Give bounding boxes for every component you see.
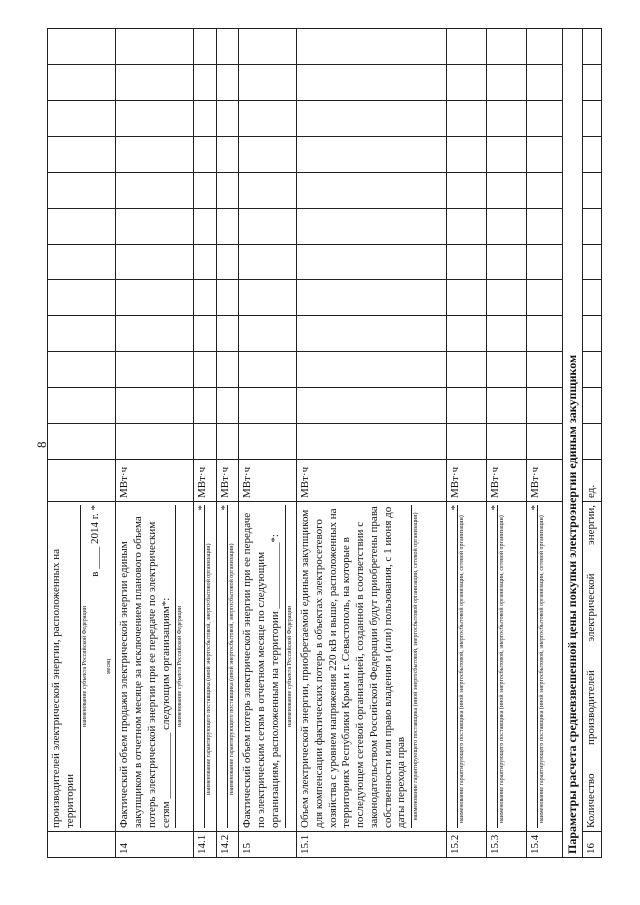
value-cell[interactable] [527, 352, 563, 388]
value-cell[interactable] [116, 388, 194, 424]
value-cell[interactable] [239, 244, 297, 280]
value-cell[interactable] [239, 280, 297, 316]
table-row [447, 29, 487, 858]
value-cell[interactable] [216, 280, 239, 316]
table-row [297, 29, 447, 858]
value-cell[interactable] [216, 65, 239, 101]
value-cell[interactable] [297, 100, 447, 136]
field-caption: наименование гарантирующего поставщика (иной энергосбытовой, энергосбытовой организации, сетевой организации) [411, 505, 421, 828]
value-cell[interactable] [487, 29, 527, 65]
value-cell[interactable] [583, 388, 602, 424]
value-cell[interactable] [527, 65, 563, 101]
value-cell[interactable] [48, 316, 116, 352]
row-text: Объем электрической энергии, приобретаемой единым закупщиком для компенсации фактических потерь в объектах электросетевого хозяйства с уровнем напряжения 220 кВ и выше, расположенных на территориях Республики Крым и г. Севастополь, на которые в последующем сетевой организацией, созданной в соответствии с законодательством Российской Федерации будут приобретены права собственности или право владения и (или) пользования, с 1 июня до даты перехода прав [299, 506, 408, 828]
row-unit: МВт·ч [116, 460, 194, 502]
value-cell[interactable] [583, 65, 602, 101]
value-cell[interactable] [194, 136, 217, 172]
value-cell[interactable] [216, 244, 239, 280]
value-cell[interactable] [116, 352, 194, 388]
value-cell[interactable] [583, 172, 602, 208]
row-number: 15 [239, 832, 297, 858]
field-caption: наименование гарантирующего поставщика (иной энергосбытовой, энергосбытовой организации, сетевой организации) [537, 505, 547, 828]
required-mark: * [449, 505, 461, 511]
value-cell[interactable] [48, 280, 116, 316]
value-cell[interactable] [297, 280, 447, 316]
value-cell[interactable] [297, 29, 447, 65]
row-number [48, 832, 116, 858]
value-cell[interactable] [116, 244, 194, 280]
value-cell[interactable] [583, 136, 602, 172]
month-caption: месяц [105, 658, 112, 675]
required-mark: * [489, 505, 501, 511]
value-cell[interactable] [239, 100, 297, 136]
row-unit: МВт·ч [487, 460, 527, 502]
value-cell[interactable] [447, 172, 487, 208]
value-cell[interactable] [527, 424, 563, 460]
value-cell[interactable] [297, 316, 447, 352]
row-text: Фактический объем потерь электрической энергии при ее передаче по электрическим сетям в отчетном месяце по следующим организациям, расположенным на территории ____________*: [241, 512, 281, 828]
value-cell[interactable] [216, 316, 239, 352]
value-cell[interactable] [447, 424, 487, 460]
report-table [47, 28, 602, 858]
value-cell[interactable] [527, 29, 563, 65]
value-cell[interactable] [447, 388, 487, 424]
value-cell[interactable] [583, 316, 602, 352]
value-cell[interactable] [297, 136, 447, 172]
row-description [48, 502, 116, 832]
value-cell[interactable] [527, 316, 563, 352]
value-cell[interactable] [48, 65, 116, 101]
field-caption: наименование гарантирующего поставщика (иной энергосбытовой, энергосбытовой организации) [227, 505, 237, 828]
row-number: 16 [583, 832, 602, 858]
value-cell[interactable] [216, 172, 239, 208]
row-unit: МВт·ч [527, 460, 563, 502]
row-number: 15.1 [297, 832, 447, 858]
row-description [447, 502, 487, 832]
row-unit: МВт·ч [194, 460, 217, 502]
value-cell[interactable] [116, 172, 194, 208]
value-cell[interactable] [297, 388, 447, 424]
value-cell[interactable] [527, 280, 563, 316]
value-cell[interactable] [447, 29, 487, 65]
value-cell[interactable] [583, 100, 602, 136]
row-description [297, 502, 447, 832]
value-cell[interactable] [48, 172, 116, 208]
value-cell[interactable] [487, 172, 527, 208]
field-caption: наименование субъекта Российской Федерации [175, 505, 185, 828]
value-cell[interactable] [194, 65, 217, 101]
value-cell[interactable] [116, 280, 194, 316]
row-description [194, 502, 217, 832]
row-number: 15.2 [447, 832, 487, 858]
value-cell[interactable] [447, 208, 487, 244]
value-cell[interactable] [487, 136, 527, 172]
value-cell[interactable] [447, 280, 487, 316]
value-cell[interactable] [116, 136, 194, 172]
required-mark: * [196, 505, 209, 511]
value-cell[interactable] [239, 208, 297, 244]
value-cell[interactable] [239, 136, 297, 172]
value-cell[interactable] [194, 424, 217, 460]
value-cell[interactable] [194, 352, 217, 388]
report-table-sheet [47, 28, 597, 858]
value-cell[interactable] [527, 100, 563, 136]
value-cell[interactable] [527, 172, 563, 208]
value-cell[interactable] [194, 208, 217, 244]
value-cell[interactable] [116, 29, 194, 65]
value-cell[interactable] [116, 208, 194, 244]
value-cell[interactable] [447, 136, 487, 172]
row-number: 14 [116, 832, 194, 858]
row-description: Количество производителей электрической энергии, [583, 502, 602, 832]
value-cell[interactable] [48, 29, 116, 65]
section-header-row [563, 29, 583, 858]
value-cell[interactable] [239, 424, 297, 460]
value-cell[interactable] [48, 100, 116, 136]
value-cell[interactable] [527, 244, 563, 280]
field-caption: наименование гарантирующего поставщика (иной энергосбытовой, энергосбытовой организации, сетевой организации) [457, 505, 467, 828]
value-cell[interactable] [527, 388, 563, 424]
value-cell[interactable] [48, 352, 116, 388]
value-cell[interactable] [48, 424, 116, 460]
row-description [216, 502, 239, 832]
row-unit: МВт·ч [447, 460, 487, 502]
value-cell[interactable] [297, 65, 447, 101]
value-cell[interactable] [239, 388, 297, 424]
section-title: Параметры расчета средневзвешенной цены покупки электроэнергии единым закупщиком [563, 29, 583, 858]
value-cell[interactable] [297, 208, 447, 244]
value-cell[interactable] [487, 424, 527, 460]
value-cell[interactable] [297, 244, 447, 280]
value-cell[interactable] [48, 136, 116, 172]
table-row [239, 29, 297, 858]
value-cell[interactable] [583, 29, 602, 65]
value-cell[interactable] [297, 172, 447, 208]
table-row [216, 29, 239, 858]
row-number: 14.1 [194, 832, 217, 858]
value-cell[interactable] [239, 316, 297, 352]
row-unit: МВт·ч [297, 460, 447, 502]
table-row [583, 29, 602, 858]
value-cell[interactable] [216, 100, 239, 136]
row-text: производителей электрической энергии, расположенных на территории [50, 548, 76, 828]
value-cell[interactable] [447, 100, 487, 136]
value-cell[interactable] [216, 208, 239, 244]
table-row [116, 29, 194, 858]
value-cell[interactable] [48, 244, 116, 280]
page-number: 8 [34, 441, 49, 448]
field-caption: наименование гарантирующего поставщика (иной энергосбытовой, энергосбытовой организации, сетевой организации) [497, 505, 507, 828]
value-cell[interactable] [216, 136, 239, 172]
value-cell[interactable] [583, 424, 602, 460]
value-cell[interactable] [297, 424, 447, 460]
field-caption: наименование гарантирующего поставщика (иной энергосбытовой, энергосбытовой организации) [204, 505, 214, 828]
value-cell[interactable] [447, 244, 487, 280]
value-cell[interactable] [447, 65, 487, 101]
value-cell[interactable] [216, 29, 239, 65]
value-cell[interactable] [487, 316, 527, 352]
required-mark: * [218, 505, 231, 511]
value-cell[interactable] [194, 244, 217, 280]
value-cell[interactable] [216, 424, 239, 460]
row-number: 15.3 [487, 832, 527, 858]
field-caption: наименование субъекта Российской Федерации [285, 505, 295, 828]
value-cell[interactable] [216, 388, 239, 424]
row-unit: МВт·ч [239, 460, 297, 502]
row-description [239, 502, 297, 832]
row-unit: МВт·ч [216, 460, 239, 502]
value-cell[interactable] [48, 208, 116, 244]
value-cell[interactable] [239, 65, 297, 101]
value-cell[interactable] [239, 352, 297, 388]
value-cell[interactable] [487, 280, 527, 316]
table-row [48, 29, 116, 858]
value-cell[interactable] [194, 29, 217, 65]
table-row [487, 29, 527, 858]
required-mark: * [529, 505, 541, 511]
row-description [487, 502, 527, 832]
row-text: Фактический объем продажи электрической энергии единым закупщиком в отчетном месяце за исключением планового объема потерь электрической энергии при ее передаче по электрическим сетям ____________ следующим организациям*: [118, 516, 172, 828]
value-cell[interactable] [194, 100, 217, 136]
value-cell[interactable] [216, 352, 239, 388]
value-cell[interactable] [487, 388, 527, 424]
field-caption: наименование субъекта Российской Федерации [80, 505, 90, 828]
row-unit [48, 460, 116, 502]
table-row [194, 29, 217, 858]
row-text-tail: в ____ 2014 г. * [89, 505, 101, 577]
value-cell[interactable] [527, 136, 563, 172]
value-cell[interactable] [487, 100, 527, 136]
value-cell[interactable] [239, 172, 297, 208]
value-cell[interactable] [194, 172, 217, 208]
value-cell[interactable] [194, 280, 217, 316]
value-cell[interactable] [116, 424, 194, 460]
value-cell[interactable] [583, 208, 602, 244]
table-row [527, 29, 563, 858]
row-description [116, 502, 194, 832]
value-cell[interactable] [116, 65, 194, 101]
value-cell[interactable] [194, 316, 217, 352]
value-cell[interactable] [583, 352, 602, 388]
value-cell[interactable] [297, 352, 447, 388]
value-cell[interactable] [487, 352, 527, 388]
row-number: 15.4 [527, 832, 563, 858]
row-description [527, 502, 563, 832]
row-number: 14.2 [216, 832, 239, 858]
value-cell[interactable] [116, 316, 194, 352]
value-cell[interactable] [48, 388, 116, 424]
value-cell[interactable] [239, 29, 297, 65]
value-cell[interactable] [194, 388, 217, 424]
value-cell[interactable] [527, 208, 563, 244]
value-cell[interactable] [487, 244, 527, 280]
value-cell[interactable] [583, 244, 602, 280]
value-cell[interactable] [583, 280, 602, 316]
value-cell[interactable] [487, 65, 527, 101]
value-cell[interactable] [447, 316, 487, 352]
value-cell[interactable] [487, 208, 527, 244]
value-cell[interactable] [447, 352, 487, 388]
row-unit: ед. [583, 460, 602, 502]
value-cell[interactable] [116, 100, 194, 136]
